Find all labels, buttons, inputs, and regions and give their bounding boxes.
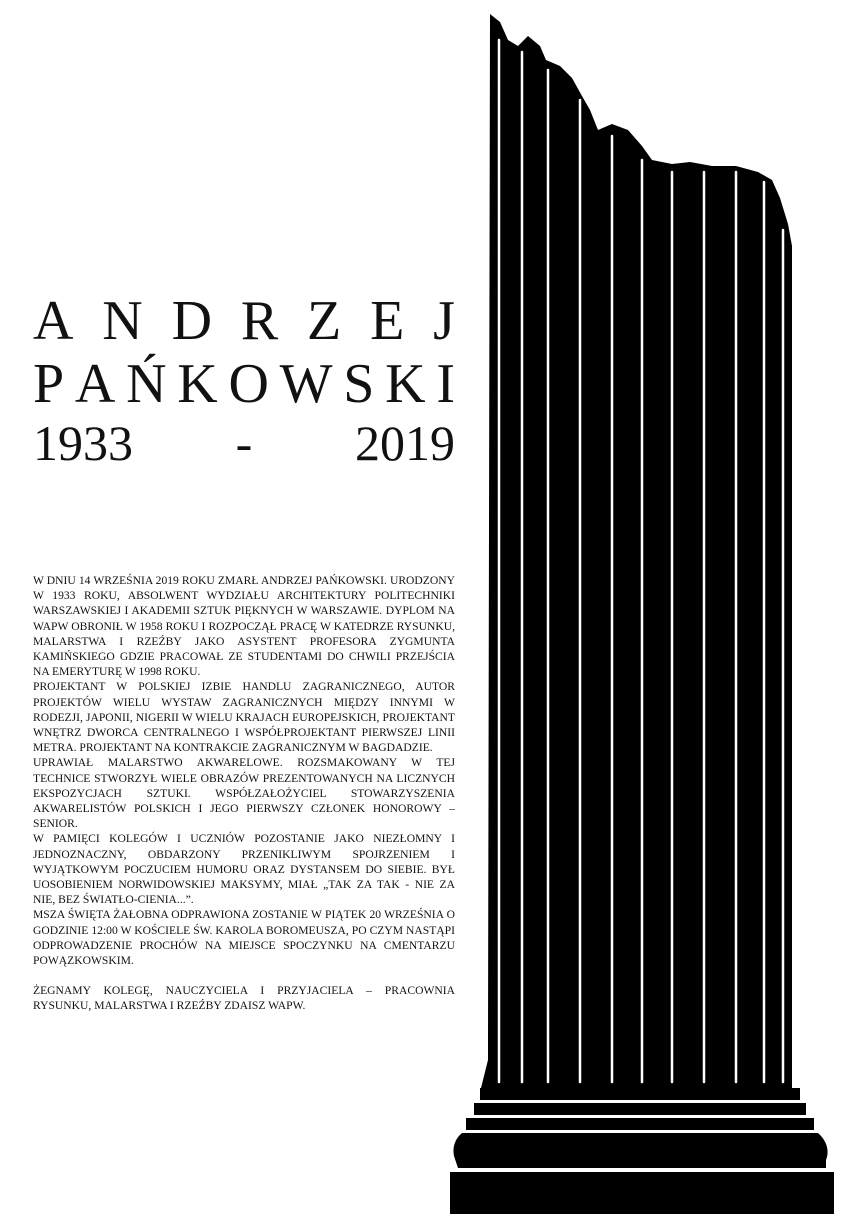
first-name-letter-7: J [433, 290, 455, 352]
last-name-letter-9: I [436, 353, 455, 415]
year-of-death: 2019 [355, 415, 455, 471]
first-name-letter-5: Z [307, 290, 342, 352]
last-name-letter-1: P [33, 353, 65, 415]
first-name-letter-1: A [33, 290, 74, 352]
last-name-letter-2: A [74, 353, 116, 415]
paragraph-painting: UPRAWIAŁ MALARSTWO AKWARELOWE. ROZSMAKOWANY W TEJ TECHNICE STWORZYŁ WIELE OBRAZÓW PREZENTOWANYCH NA LICZNYCH EKSPOZYCJACH SZTUKI. WSPÓŁZAŁOŻYCIEL STOWARZYSZENIA AKWARELISTÓW POLSKICH I JEGO PIERWSZY CZŁONEK HONOROWY – SENIOR. [33, 756, 455, 831]
column-shaft [480, 14, 792, 1092]
year-separator: - [235, 415, 253, 471]
last-name-letter-5: O [228, 353, 269, 415]
paragraph-memory: W PAMIĘCI KOLEGÓW I UCZNIÓW POZOSTANIE JAKO NIEZŁOMNY I JEDNOZNACZNY, OBDARZONY PRZENIKLIWYM SPOJRZENIEM I WYJĄTKOWYM POCZUCIEM HUMORU ORAZ DYSTANSEM DO SIEBIE. BYŁ UOSOBIENIEM NORWIDOWSKIEJ MAKSYMY, MIAŁ „TAK ZA TAK - NIE ZA NIE, BEZ ŚWIATŁO-CIENIA...”. [33, 832, 455, 907]
paragraph-biography: W DNIU 14 WRZEŚNIA 2019 ROKU ZMARŁ ANDRZEJ PAŃKOWSKI. URODZONY W 1933 ROKU, ABSOLWENT WYDZIAŁU ARCHITEKTURY POLITECHNIKI WARSZAWSKIEJ I AKADEMII SZTUK PIĘKNYCH W WARSZAWIE. DYPLOM NA WAPW OBRONIŁ W 1958 ROKU I ROZPOCZĄŁ PRACĘ W KATEDRZE RYSUNKU, MALARSTWA I RZEŹBY JAKO ASYSTENT PROFESORA ZYGMUNTA KAMIŃSKIEGO GDZIE PRACOWAŁ ZE STUDENTAMI DO CHWILI PRZEJŚCIA NA EMERYTURĘ W 1998 ROKU. [33, 574, 455, 679]
first-name-letter-4: R [240, 290, 279, 352]
last-name-letter-4: K [177, 353, 218, 415]
paragraph-career: PROJEKTANT W POLSKIEJ IZBIE HANDLU ZAGRANICZNEGO, AUTOR PROJEKTÓW WIELU WYSTAW ZAGRANICZNYCH MIĘDZY INNYMI W RODEZJI, JAPONII, NIGERII W WIELU KRAJACH EUROPEJSKICH, PROJEKTANT WNĘTRZ DWORCA CENTRALNEGO I WSPÓŁPROJEKTANT PIERWSZEJ LINII METRA. PROJEKTANT NA KONTRAKCIE ZAGRANICZNYM W BAGDADZIE. [33, 680, 455, 755]
first-name-letter-3: D [171, 290, 213, 352]
paragraph-funeral: MSZA ŚWIĘTA ŻAŁOBNA ODPRAWIONA ZOSTANIE W PIĄTEK 20 WRZEŚNIA O GODZINIE 12:00 W KOŚCIELE ŚW. KAROLA BOROMEUSZA, PO CZYM NASTĄPI ODPROWADZENIE PROCHÓW NA MIEJSCE SPOCZYNKU NA CMENTARZU POWĄZKOWSKIM. [33, 908, 455, 968]
column-base [450, 1088, 834, 1214]
last-name-letter-3: Ń [126, 353, 167, 415]
last-name-letter-6: W [279, 353, 333, 415]
year-of-birth: 1933 [33, 415, 133, 471]
last-name-letter-8: K [385, 353, 426, 415]
first-name-letter-6: E [370, 290, 405, 352]
paragraph-farewell: ŻEGNAMY KOLEGĘ, NAUCZYCIELA I PRZYJACIELA – PRACOWNIA RYSUNKU, MALARSTWA I RZEŹBY ZDAISZ WAPW. [33, 984, 455, 1013]
last-name-letter-7: S [343, 353, 375, 415]
first-name-letter-2: N [102, 290, 143, 352]
